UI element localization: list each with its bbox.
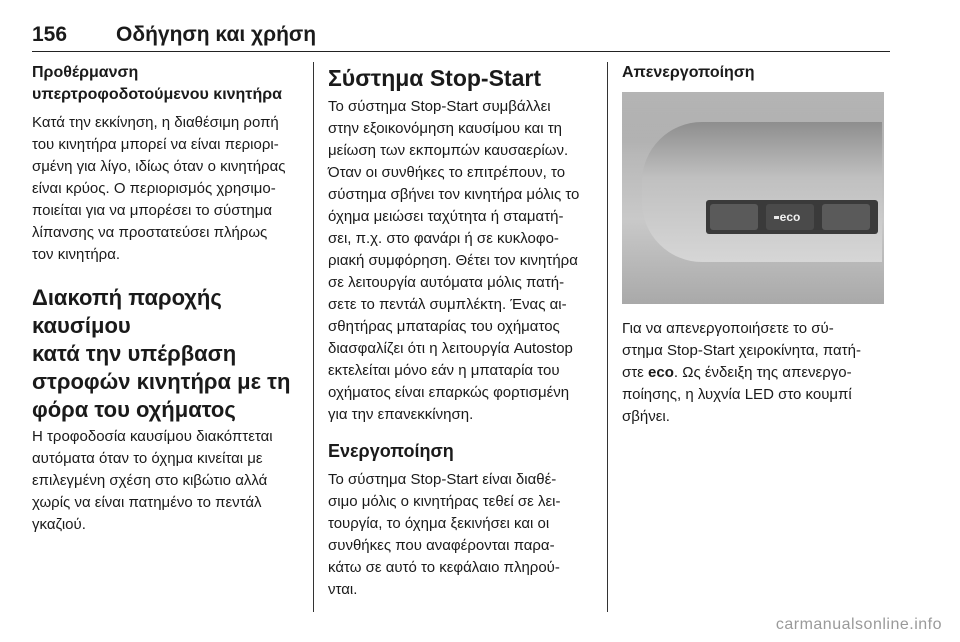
deactivation-text: [622, 318, 888, 428]
chapter-title: Οδήγηση και χρήση: [116, 23, 317, 46]
page-number: 156: [32, 23, 68, 46]
fuel-cutoff-text: Η τροφοδοσία καυσίμου διακόπτεται αυτόματα όταν το όχημα κινείται με επιλεγμένη σχέση στο κιβώτιο αλλά χωρίς να είναι πατημένο το πεντάλ γκαζιού.: [32, 428, 273, 533]
column-left: [32, 62, 298, 536]
turbo-warmup-heading: Προθέρμανση υπερτροφοδοτούμενου κινητήρα: [32, 64, 282, 103]
turbo-warmup-text: Κατά την εκκίνηση, η διαθέσιμη ροπή του κινητήρα μπορεί να είναι περιορι- σμένη για λίγο, ιδίως όταν ο κινητήρας είναι κρύος. Ο περιορισμός χρησιμο- ποιείται για να μπορέσει το σύστημα λίπανσης να προστατεύσει πλήρως τον κινητήρα.: [32, 114, 286, 263]
eco-button-label: eco: [779, 210, 801, 224]
deactivation-heading: Απενεργοποίηση: [622, 64, 755, 81]
activation-heading: Ενεργοποίηση: [328, 441, 454, 461]
page-header: [32, 22, 890, 52]
console-button-row: [706, 200, 878, 234]
console-button: [710, 204, 758, 230]
stop-start-text: Το σύστημα Stop-Start συμβάλλει στην εξοικονόμηση καυσίμου και τη μείωση των εκπομπών καυσαερίων. Όταν οι συνθήκες το επιτρέπουν, το σύστημα σβήνει τον κινητήρα μόλις το όχημα μειώσει ταχύτητα ή σταματή- σει, π.χ. στο φανάρι ή σε κυκλοφο- ριακή συμφόρηση. Θέτει τον κινητήρα σε λειτουργία αυτόματα μόλις πατή- σετε το πεντάλ συμπλέκτη. Ένας αι- σθητήρας μπαταρίας του οχήματος διασφαλίζει ότι η λειτουργία Autostop εκτελείται μόνο εάν η μπαταρία του οχήματος είναι επαρκώς φορτισμένη για την επανεκκίνηση.: [328, 98, 580, 423]
deactivation-text-part: . Ως ένδειξη της απενεργο- ποίησης, η λυχνία LED στο κουμπί σβήνει.: [622, 364, 852, 425]
eco-keyword: eco: [648, 364, 674, 381]
column-divider: [607, 62, 608, 612]
eco-button-photo: [622, 92, 884, 304]
column-middle: [328, 62, 594, 601]
deactivation-text-part: Για να απενεργοποιήσετε το σύ- στημα Stop-Start χειροκίνητα, πατή- στε: [622, 320, 861, 381]
column-right: [622, 62, 888, 428]
activation-text: Το σύστημα Stop-Start είναι διαθέ- σιμο μόλις ο κινητήρας τεθεί σε λει- τουργία, το όχημα ξεκινήσει και οι συνθήκες που αναφέρονται παρα- κάτω σε αυτό το κεφάλαιο πληρού- νται.: [328, 471, 561, 598]
stop-start-heading: Σύστημα Stop-Start: [328, 65, 541, 91]
console-button: [822, 204, 870, 230]
watermark: carmanualsonline.info: [775, 616, 942, 633]
column-divider: [313, 62, 314, 612]
console-panel: [642, 122, 882, 262]
fuel-cutoff-heading: Διακοπή παροχής καυσίμου κατά την υπέρβαση στροφών κινητήρα με τη φόρα του οχήματος: [32, 285, 291, 422]
